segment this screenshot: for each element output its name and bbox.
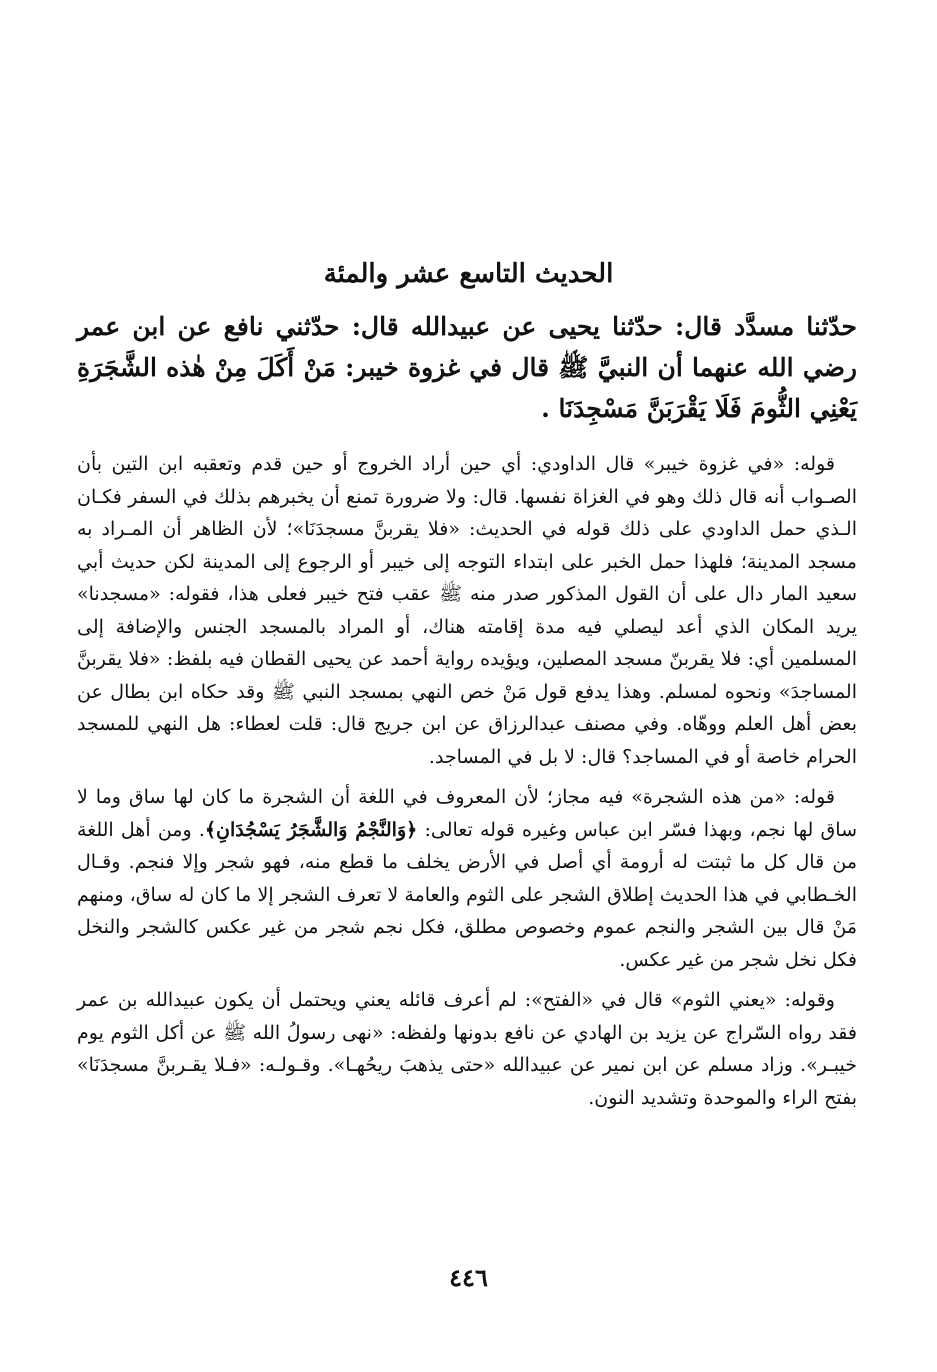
hadith-text: حدّثنا مسدَّد قال: حدّثنا يحيى عن عبيدالله قال: حدّثني نافع عن ابن عمر رضي الله عنهما أن النبيَّ ﷺ قال في غزوة خيبر: مَنْ أَكَلَ مِنْ هٰذه الشَّجَرَةِ يَعْنِي الثُّومَ فَلَا يَقْرَبَنَّ مَسْجِدَنَا . (77, 312, 857, 423)
hadith-text-block (77, 306, 857, 429)
commentary-paragraph-2-after: . ومن أهل اللغة من قال كل ما ثبتت له أرومة أي أصل في الأرض يخلف ما قطع منه، فهو شجر وإلا فنجم. وقـال الخـطابي في هذا الحديث إطلاق الشجر على الثوم والعامة لا تعرف الشجر إلا ما كان له ساق، ومنهم مَنْ قال بين الشجر والنجم عموم وخصوص مطلق، فكل نجم شجر من غير عكس كالشجر والنخل فكل نخل شجر من غير عكس. (77, 818, 857, 971)
commentary-paragraph-3: وقوله: «يعني الثوم» قال في «الفتح»: لم أعرف قائله يعني ويحتمل أن يكون عبيدالله بن عمر فقد رواه السّراج عن يزيد بن الهادي عن نافع بدونها ولفظه: «نهى رسولُ الله ﷺ عن أكل الثوم يوم خيبـر». وزاد مسلم عن ابن نمير عن عبيدالله «حتى يذهبَ ريحُهـا». وقـولـه: «فـلا يقـربنَّ مسجدَنَا» بفتح الراء والموحدة وتشديد النون. (77, 989, 857, 1109)
commentary-paragraph-2-before: قوله: «من هذه الشجرة» فيه مجاز؛ لأن المعروف في اللغة أن الشجرة ما كان لها ساق وما لا ساق لها نجم، وبهذا فسّر ابن عباس وغيره قوله تعالى: (77, 786, 857, 841)
quran-verse: ﴿وَالنَّجْمُ وَالشَّجَرُ يَسْجُدَانِ﴾ (204, 818, 418, 841)
page-number: ٤٤٦ (449, 1263, 488, 1292)
commentary-paragraph-1: قوله: «في غزوة خيبر» قال الداودي: أي حين أراد الخروج أو حين قدم وتعقبه ابن التين بأن الصـواب أنه قال ذلك وهو في الغزاة نفسها. قال: ولا ضرورة تمنع أن يخبرهم بذلك في السفر فكـان الـذي حمل الداودي على ذلك قوله في الحديث: «فلا يقربنَّ مسجدَنَا»؛ لأن الظاهر أن المـراد به مسجد المدينة؛ فلهذا حمل الخبر على ابتداء التوجه إلى خيبر أو الرجوع إلى المدينة لكن حديث أبي سعيد المار دال على أن القول المذكور صدر منه ﷺ عقب فتح خيبر فعلى هذا، فقوله: «مسجدنا» يريد المكان الذي أعد ليصلي فيه مدة إقامته هناك، أو المراد بالمسجد الجنس والإضافة إلى المسلمين أي: فلا يقربنّ مسجد المصلين، ويؤيده رواية أحمد عن يحيى القطان فيه بلفظ: «فلا يقربنَّ المساجدَ» ونحوه لمسلم. وهذا يدفع قول مَنْ خص النهي بمسجد النبي ﷺ وقد حكاه ابن بطال عن بعض أهل العلم ووهّاه. وفي مصنف عبدالرزاق عن ابن جريج قال: قلت لعطاء: هل النهي للمسجد الحرام خاصة أو في المساجد؟ قال: لا بل في المساجد. (77, 453, 857, 768)
commentary-section (77, 448, 857, 1122)
commentary-paragraph-2 (77, 781, 857, 976)
page-title: الحديث التاسع عشر والمئة (323, 259, 614, 289)
